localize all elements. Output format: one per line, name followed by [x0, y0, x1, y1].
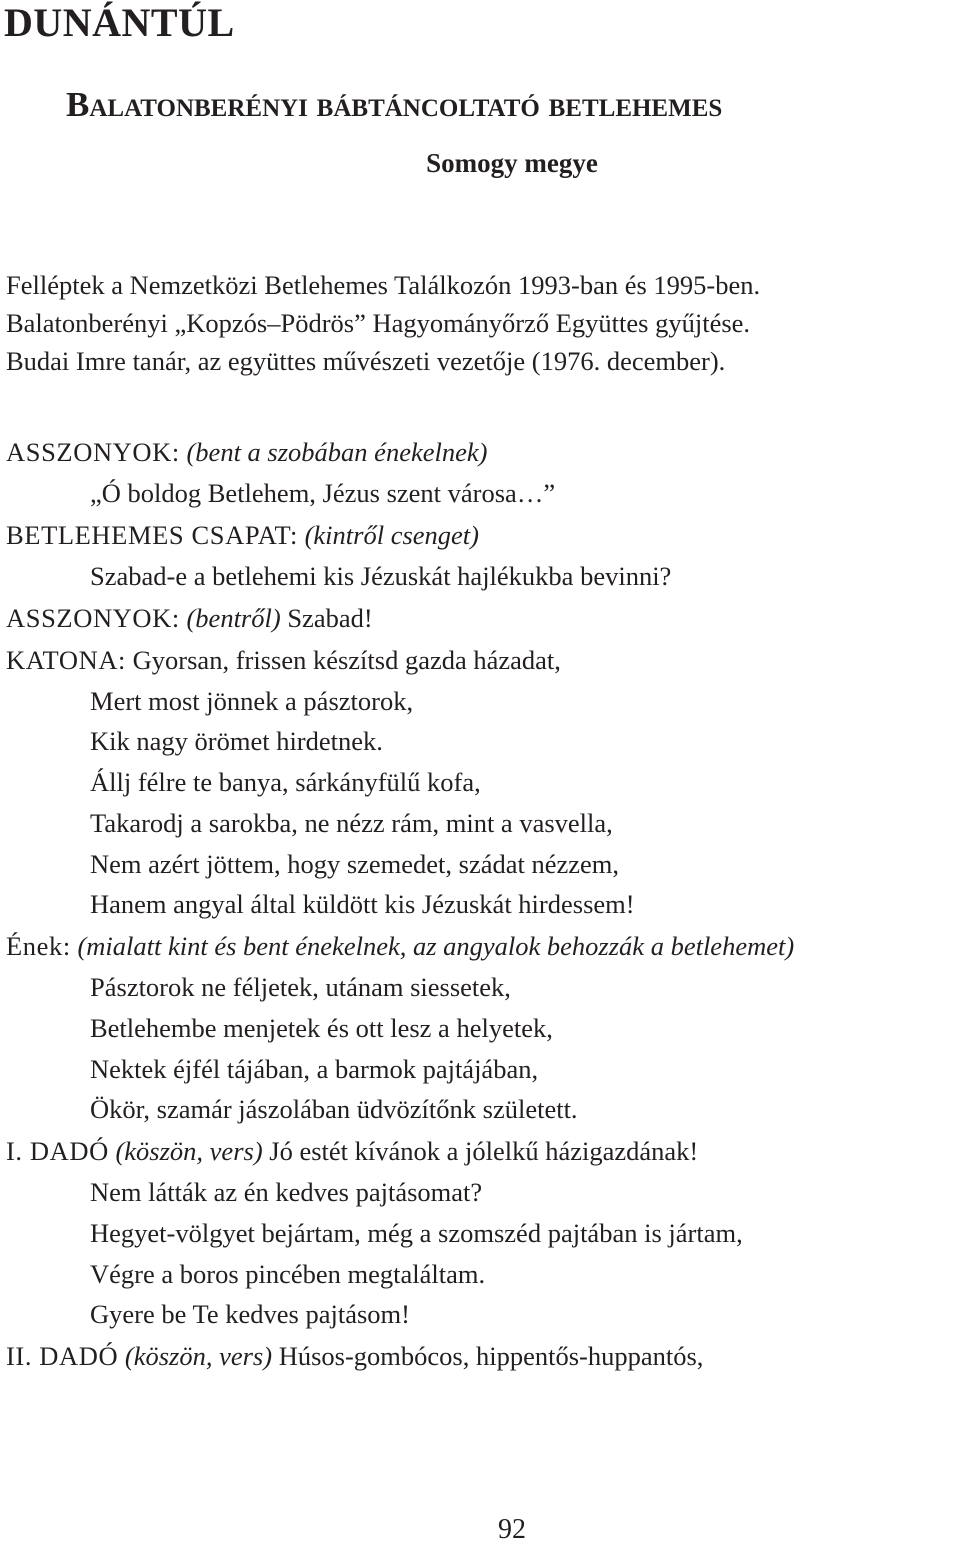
script-entry — [6, 926, 956, 1130]
speaker-name: ASSZONYOK: — [6, 602, 180, 633]
intro-line: Felléptek a Nemzetközi Betlehemes Találkozón 1993-ban és 1995-ben. — [6, 270, 761, 300]
spoken-text: Szabad! — [287, 602, 373, 633]
verse-line: Nem azért jöttem, hogy szemedet, szádat nézzem, — [90, 848, 620, 879]
stage-direction: (köszön, vers) — [115, 1136, 263, 1167]
entry-head — [6, 432, 956, 473]
script-entry — [6, 432, 956, 513]
verse-line: Betlehembe menjetek és ott lesz a helyetek, — [90, 1012, 553, 1043]
verse-line: Nektek éjfél tájában, a barmok pajtájában, — [90, 1053, 539, 1084]
verse-line: Kik nagy örömet hirdetnek. — [90, 726, 383, 757]
stage-direction: (bentről) — [186, 602, 281, 633]
verse-line: Pásztorok ne féljetek, utánam siessetek, — [90, 972, 511, 1003]
verse-line: Gyere be Te kedves pajtásom! — [90, 1299, 410, 1330]
entry-head — [6, 1131, 956, 1172]
region-subtitle: Somogy megye — [426, 148, 598, 178]
verse-line: Mert most jönnek a pásztorok, — [90, 685, 414, 716]
entry-head — [6, 1336, 956, 1377]
section-title: DUNÁNTÚL — [4, 0, 235, 45]
script-entry — [6, 1336, 956, 1377]
verse-line: Hegyet-völgyet bejártam, még a szomszéd pajtában is jártam, — [90, 1217, 743, 1248]
verse-line: Ökör, szamár jászolában üdvözítőnk született. — [90, 1094, 578, 1125]
play-title: Balatonberényi bábtáncoltató betlehemes — [66, 85, 723, 124]
speaker-name: ASSZONYOK: — [6, 437, 180, 467]
intro-line: Balatonberényi „Kopzós–Pödrös” Hagyományőrző Együttes gyűjtése. — [6, 308, 751, 338]
script-entry — [6, 640, 956, 925]
speaker-name: Ének: — [6, 931, 71, 962]
stage-direction: (kintről csenget) — [304, 519, 479, 550]
speaker-name: KATONA: — [6, 645, 127, 676]
stage-direction: (köszön, vers) — [124, 1341, 273, 1372]
verse-line: Takarodj a sarokba, ne nézz rám, mint a vasvella, — [90, 807, 613, 838]
intro-paragraph — [6, 266, 760, 380]
script-entry — [6, 1131, 956, 1335]
spoken-text: Gyorsan, frissen készítsd gazda házadat, — [132, 645, 561, 676]
entry-head — [6, 598, 956, 639]
verse-line: Nem látták az én kedves pajtásomat? — [90, 1177, 483, 1208]
stage-direction: (bent a szobában énekelnek) — [186, 437, 488, 467]
speaker-name: BETLEHEMES CSAPAT: — [6, 519, 298, 550]
script-entry — [6, 598, 956, 639]
entry-head — [6, 515, 956, 556]
entry-head — [6, 926, 956, 967]
verse-line: „Ó boldog Betlehem, Jézus szent városa…” — [90, 477, 556, 508]
script-entry — [6, 515, 956, 596]
speaker-name: II. DADÓ — [6, 1341, 119, 1372]
play-script — [6, 432, 956, 1379]
verse-line: Állj félre te banya, sárkányfülű kofa, — [90, 767, 481, 798]
intro-line: Budai Imre tanár, az együttes művészeti vezetője (1976. december). — [6, 346, 726, 376]
entry-head — [6, 640, 956, 681]
stage-direction: (mialatt kint és bent énekelnek, az angyalok behozzák a betlehemet) — [77, 931, 795, 962]
speaker-name: I. DADÓ — [6, 1136, 109, 1167]
spoken-text: Jó estét kívánok a jólelkű házigazdának! — [269, 1136, 699, 1167]
page-number: 92 — [498, 1514, 526, 1545]
verse-line: Végre a boros pincében megtaláltam. — [90, 1258, 486, 1289]
spoken-text: Húsos-gombócos, hippentős-huppantós, — [278, 1341, 704, 1372]
verse-line: Szabad-e a betlehemi kis Jézuskát hajlékukba bevinni? — [90, 560, 672, 591]
verse-line: Hanem angyal által küldött kis Jézuskát hirdessem! — [90, 889, 635, 920]
